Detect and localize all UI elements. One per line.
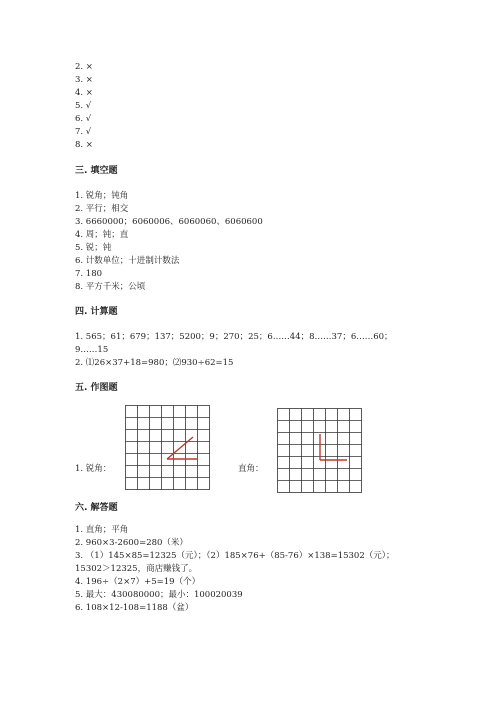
- answer-3-1: 1. 锐角；钝角: [75, 191, 129, 201]
- answer-6-3: 3. （1）145×85=12325（元）；（2）185×76+（85-76）×138=15302（元）；: [75, 551, 395, 561]
- answer-6-6: 6. 108×12-108=1188（盆）: [75, 603, 194, 613]
- answer-6-2: 2. 960×3-2600=280（米）: [75, 538, 188, 548]
- answer-6-5: 5. 最大：430080000；最小：100020039: [75, 590, 243, 600]
- answer-6-1: 1. 直角；平角: [75, 525, 129, 535]
- answer-3-3: 3. 6660000；6060006、6060060、6060600: [75, 217, 263, 227]
- acute-angle-ray-slanted: [167, 437, 193, 459]
- acute-angle-label: 1. 锐角：: [75, 464, 112, 474]
- grid-lines: [126, 406, 210, 490]
- answer-2-7: 7. √: [75, 127, 92, 137]
- answer-3-4: 4. 周；钝；直: [75, 230, 129, 240]
- answer-6-4: 4. 196÷（2×7）+5=19（个）: [75, 577, 201, 587]
- answer-3-7: 7. 180: [75, 269, 103, 279]
- answer-3-8: 8. 平方千米；公顷: [75, 282, 146, 292]
- answer-2-4: 4. ×: [75, 88, 93, 98]
- section-6-heading: 六. 解答题: [75, 503, 118, 513]
- right-angle-grid: [277, 408, 363, 494]
- answer-6-3-cont: 15302＞12325，商店赚钱了。: [75, 564, 198, 574]
- right-angle-label: 直角：: [238, 464, 264, 474]
- answer-4-1: 1. 565；61；679；137；5200；9；270；25；6……44；8……37；6……60；: [75, 332, 393, 342]
- answer-2-8: 8. ×: [75, 140, 93, 150]
- answer-2-5: 5. √: [75, 101, 92, 111]
- answer-4-1-cont: 9……15: [75, 345, 109, 355]
- acute-angle-drawing: [167, 437, 197, 459]
- answer-4-2: 2. ⑴26×37+18=980；⑵930÷62=15: [75, 358, 234, 368]
- acute-angle-grid: [125, 405, 211, 491]
- answer-2-3: 3. ×: [75, 75, 93, 85]
- section-5-heading: 五. 作图题: [75, 383, 118, 393]
- answer-3-5: 5. 锐；钝: [75, 243, 112, 253]
- section-4-heading: 四. 计算题: [75, 307, 118, 317]
- answer-2-6: 6. √: [75, 114, 92, 124]
- answer-2-2: 2. ×: [75, 62, 93, 72]
- answer-3-2: 2. 平行；相交: [75, 204, 129, 214]
- answer-3-6: 6. 计数单位；十进制计数法: [75, 256, 180, 266]
- section-3-heading: 三. 填空题: [75, 166, 118, 176]
